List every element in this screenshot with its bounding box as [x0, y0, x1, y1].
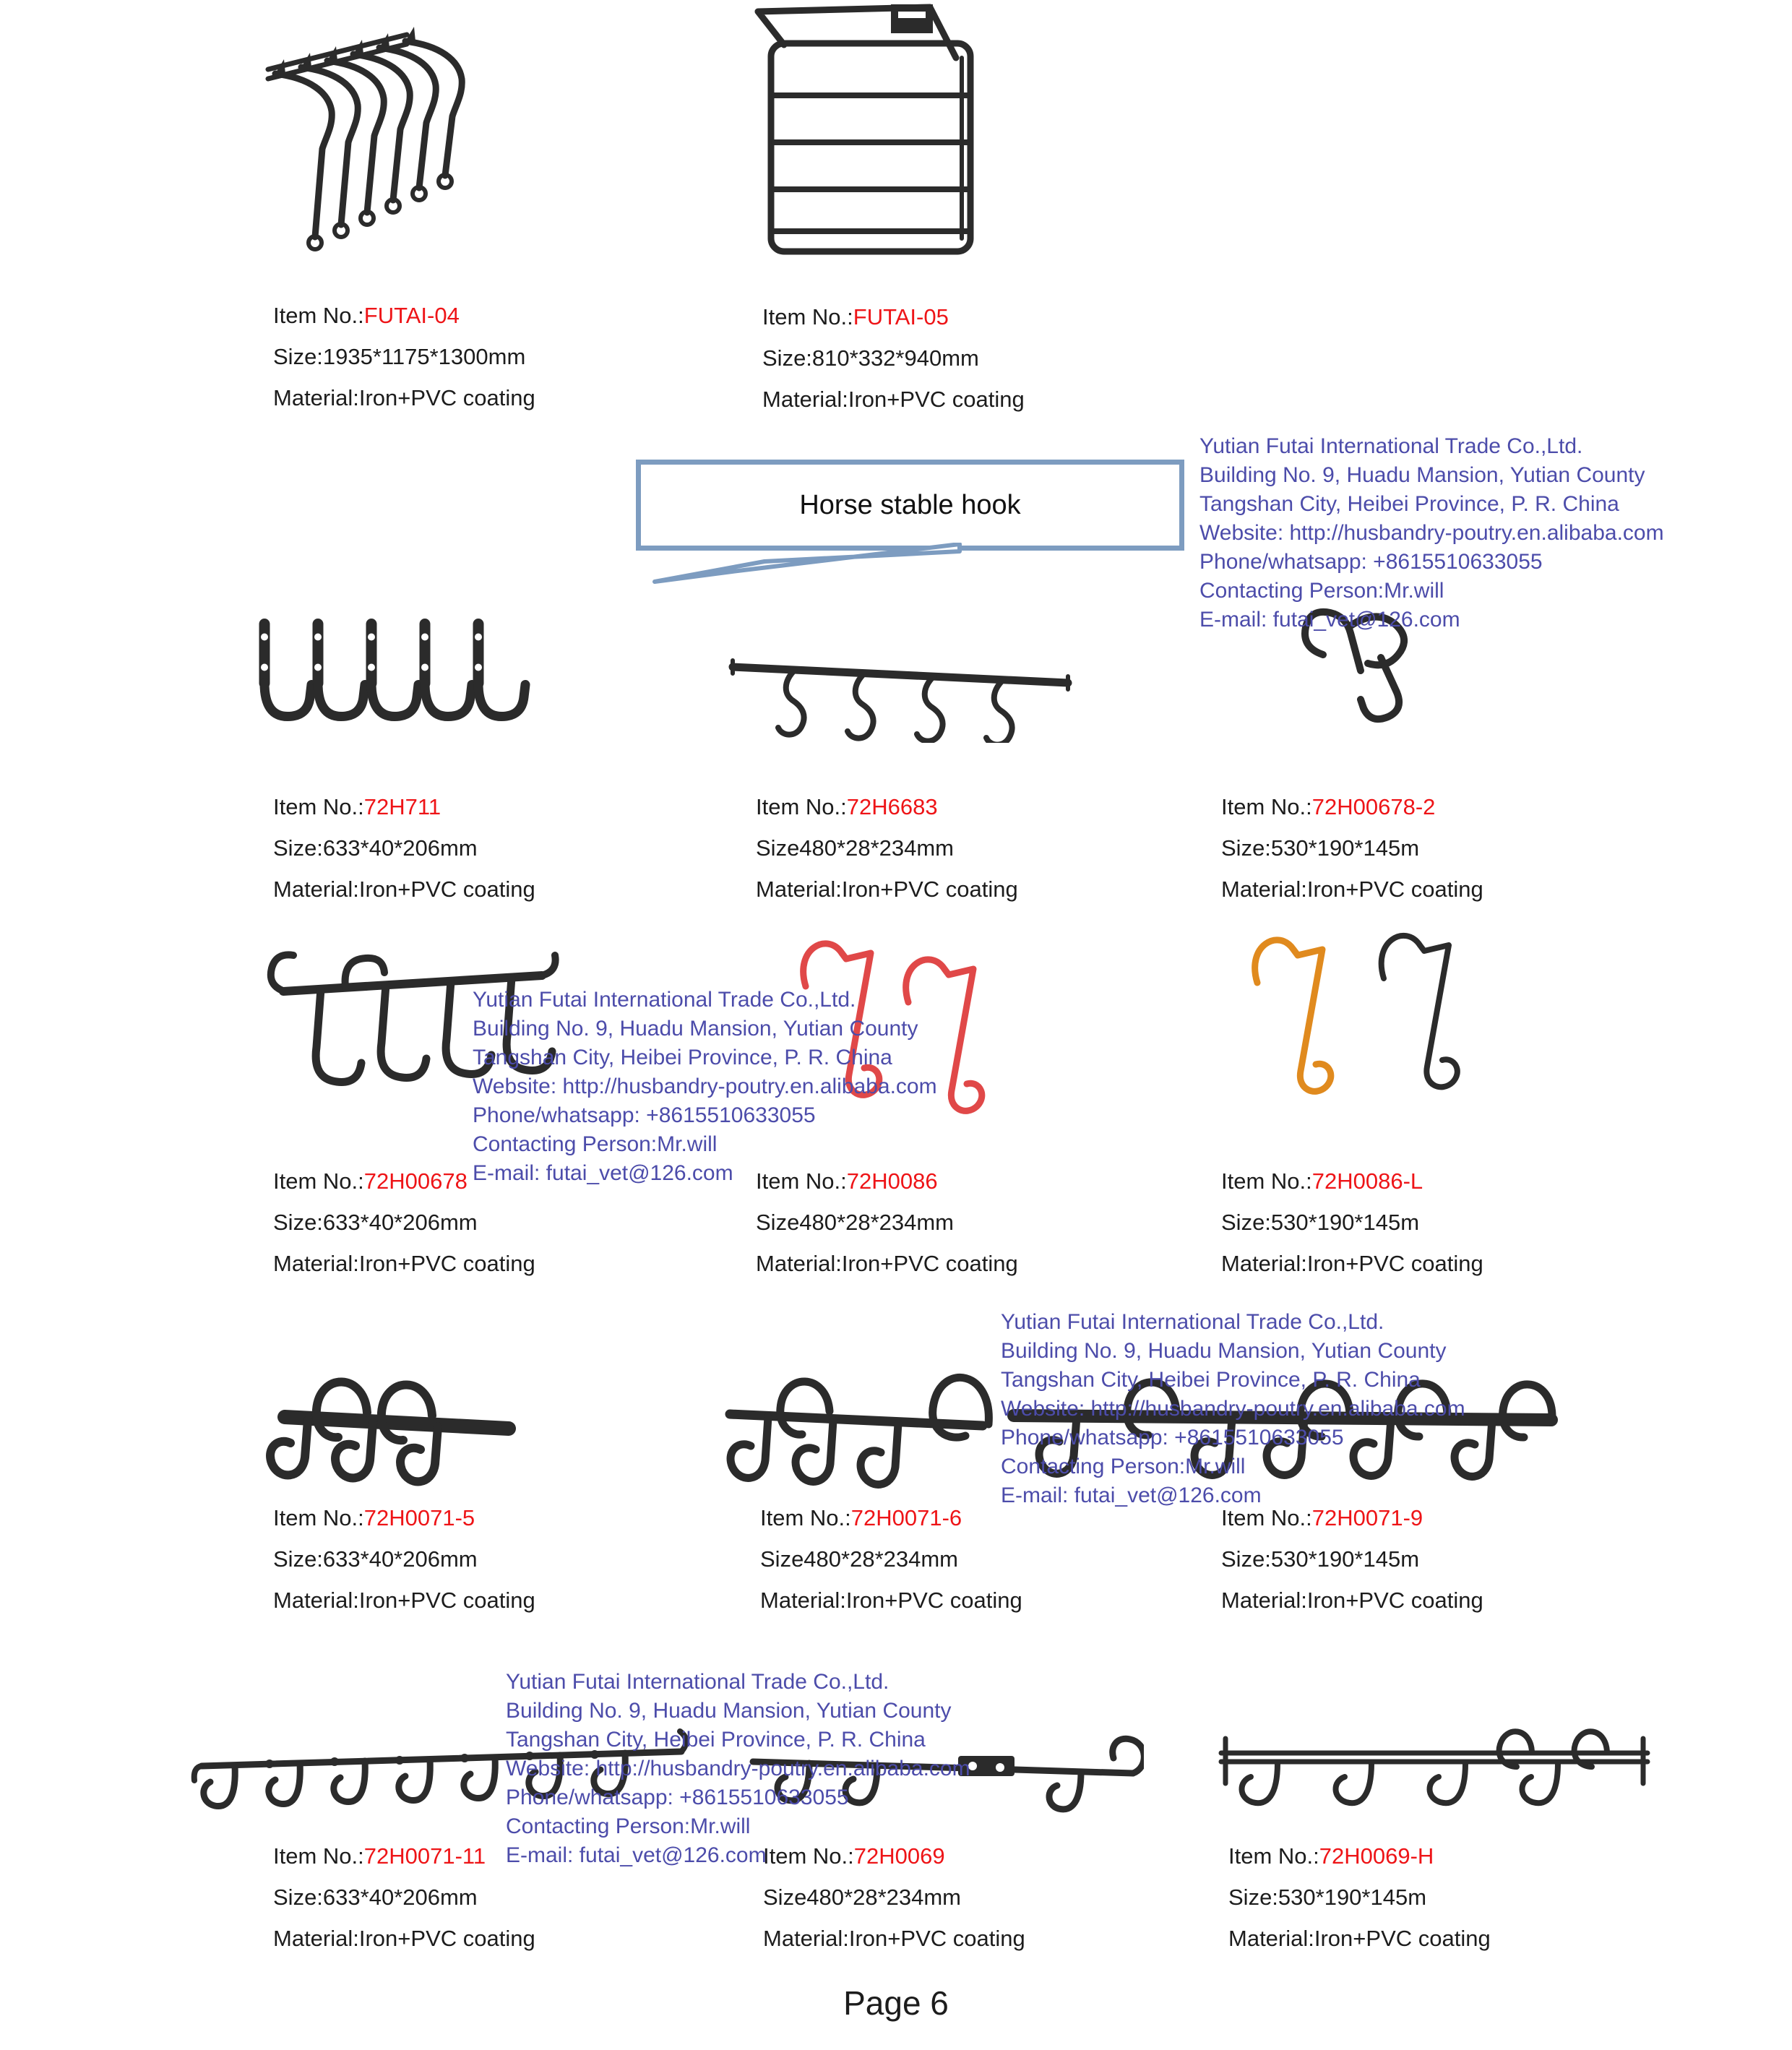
size-value: Size480*28*234mm	[760, 1546, 959, 1572]
material-value: Material:Iron+PVC coating	[1221, 877, 1483, 902]
company-line: Contacting Person:Mr.will	[506, 1814, 751, 1838]
size-value: Size:530*190*145m	[1221, 835, 1420, 861]
material-value: Material:Iron+PVC coating	[760, 1588, 1022, 1613]
company-line: Yutian Futai International Trade Co.,Ltd.	[1001, 1310, 1384, 1334]
material-value: Material:Iron+PVC coating	[1221, 1588, 1483, 1613]
item-no-line	[273, 295, 535, 336]
company-line: Building No. 9, Huadu Mansion, Yutian County	[1199, 463, 1645, 487]
size-value: Size:633*40*206mm	[273, 1885, 478, 1910]
item-no-line	[762, 296, 1025, 337]
company-watermark	[1199, 432, 1664, 634]
item-no-label: Item No.:	[273, 1843, 364, 1869]
item-no-label: Item No.:	[273, 1505, 364, 1530]
size-value: Size:810*332*940mm	[762, 345, 979, 371]
item-no-value: 72H0071-9	[1311, 1505, 1423, 1530]
item-no-value: 72H711	[363, 794, 441, 819]
company-watermark	[1001, 1308, 1465, 1510]
size-value: Size:633*40*206mm	[273, 1210, 478, 1235]
callout-horse-stable-hook	[636, 460, 1184, 551]
item-no-line	[1228, 1835, 1491, 1877]
size-value: Size:530*190*145m	[1228, 1885, 1427, 1910]
company-line: Contacting Person:Mr.will	[1001, 1455, 1246, 1478]
company-line: Website: http://husbandry-poutry.en.alibaba.com	[473, 1074, 937, 1098]
item-no-line	[1221, 786, 1483, 827]
product-info-72h0071-11	[273, 1835, 535, 1959]
company-line: Contacting Person:Mr.will	[1199, 579, 1444, 603]
product-info-72h0071-6	[760, 1497, 1022, 1621]
product-info-72h0071-9	[1221, 1497, 1483, 1621]
item-no-line	[273, 1497, 535, 1538]
product-info-futai-05	[762, 296, 1025, 420]
size-value: Size480*28*234mm	[756, 1210, 955, 1235]
item-no-value: FUTAI-05	[853, 304, 949, 330]
item-no-line	[760, 1497, 1022, 1538]
company-watermark	[506, 1668, 970, 1870]
product-image-72h0071-5	[244, 1339, 548, 1509]
company-line: Building No. 9, Huadu Mansion, Yutian County	[473, 1017, 918, 1041]
item-no-label: Item No.:	[1221, 1505, 1312, 1530]
company-line: Tangshan City, Heibei Province, P. R. China	[1199, 492, 1619, 516]
item-no-label: Item No.:	[1221, 794, 1312, 819]
item-no-label: Item No.:	[273, 303, 364, 328]
company-line: Building No. 9, Huadu Mansion, Yutian County	[1001, 1339, 1447, 1363]
page-number: Page 6	[843, 1984, 949, 2022]
product-image-72h0069-h	[1205, 1711, 1662, 1850]
item-no-value: 72H6683	[846, 794, 938, 819]
item-no-label: Item No.:	[1221, 1168, 1312, 1194]
product-info-72h0086-l	[1221, 1160, 1483, 1284]
company-line: Website: http://husbandry-poutry.en.alibaba.com	[506, 1757, 970, 1780]
item-no-value: 72H0086	[846, 1168, 938, 1194]
size-value: Size480*28*234mm	[763, 1885, 962, 1910]
item-no-line	[273, 1835, 535, 1877]
item-no-value: 72H0071-11	[363, 1843, 486, 1869]
item-no-label: Item No.:	[760, 1505, 851, 1530]
item-no-label: Item No.:	[763, 1843, 854, 1869]
company-line: Building No. 9, Huadu Mansion, Yutian County	[506, 1699, 952, 1723]
company-line: E-mail: futai_vet@126.com	[473, 1161, 733, 1185]
item-no-label: Item No.:	[756, 1168, 847, 1194]
company-line: Phone/whatsapp: +8615510633055	[1001, 1426, 1344, 1450]
size-value: Size480*28*234mm	[756, 835, 955, 861]
company-line: E-mail: futai_vet@126.com	[1199, 608, 1460, 632]
product-info-72h00678-2	[1221, 786, 1483, 910]
company-watermark	[473, 986, 937, 1188]
material-value: Material:Iron+PVC coating	[273, 877, 535, 902]
company-line: E-mail: futai_vet@126.com	[506, 1843, 767, 1867]
product-image-futai-05	[733, 0, 994, 269]
material-value: Material:Iron+PVC coating	[273, 385, 535, 410]
item-no-value: 72H0086-L	[1311, 1168, 1423, 1194]
company-line: Yutian Futai International Trade Co.,Ltd.	[1199, 434, 1583, 458]
item-no-label: Item No.:	[273, 794, 364, 819]
product-info-72h711	[273, 786, 535, 910]
material-value: Material:Iron+PVC coating	[756, 1251, 1018, 1276]
item-no-label: Item No.:	[273, 1168, 364, 1194]
company-line: Yutian Futai International Trade Co.,Ltd.	[473, 988, 856, 1012]
material-value: Material:Iron+PVC coating	[1228, 1926, 1491, 1951]
material-value: Material:Iron+PVC coating	[273, 1588, 535, 1613]
item-no-value: 72H00678-2	[1311, 794, 1436, 819]
company-line: Website: http://husbandry-poutry.en.alibaba.com	[1199, 521, 1664, 545]
company-line: Tangshan City, Heibei Province, P. R. China	[1001, 1368, 1421, 1392]
product-image-72h6683	[723, 640, 1078, 743]
size-value: Size:530*190*145m	[1221, 1210, 1420, 1235]
callout-label: Horse stable hook	[799, 489, 1021, 520]
item-no-value: 72H0069	[853, 1843, 945, 1869]
item-no-value: 72H0071-6	[850, 1505, 962, 1530]
company-line: Contacting Person:Mr.will	[473, 1132, 718, 1156]
item-no-value: FUTAI-04	[363, 303, 460, 328]
material-value: Material:Iron+PVC coating	[756, 877, 1018, 902]
product-info-72h6683	[756, 786, 1018, 910]
material-value: Material:Iron+PVC coating	[1221, 1251, 1483, 1276]
product-image-futai-04	[257, 7, 553, 260]
item-no-value: 72H0071-5	[363, 1505, 475, 1530]
material-value: Material:Iron+PVC coating	[273, 1926, 535, 1951]
company-line: Tangshan City, Heibei Province, P. R. China	[473, 1046, 892, 1069]
product-image-72h711	[244, 613, 533, 749]
item-no-value: 72H00678	[363, 1168, 468, 1194]
company-line: Phone/whatsapp: +8615510633055	[1199, 550, 1543, 574]
product-info-futai-04	[273, 295, 535, 418]
company-line: Yutian Futai International Trade Co.,Ltd.	[506, 1670, 889, 1694]
product-image-72h0086-l	[1212, 906, 1485, 1124]
item-no-line	[1221, 1160, 1483, 1202]
product-info-72h0071-5	[273, 1497, 535, 1621]
callout-tail	[649, 543, 967, 587]
company-line: E-mail: futai_vet@126.com	[1001, 1483, 1262, 1507]
size-value: Size:1935*1175*1300mm	[273, 344, 526, 369]
company-line: Phone/whatsapp: +8615510633055	[473, 1103, 816, 1127]
material-value: Material:Iron+PVC coating	[273, 1251, 535, 1276]
item-no-line	[273, 786, 535, 827]
size-value: Size:633*40*206mm	[273, 1546, 478, 1572]
item-no-label: Item No.:	[756, 794, 847, 819]
company-line: Website: http://husbandry-poutry.en.alibaba.com	[1001, 1397, 1465, 1421]
product-info-72h0069-h	[1228, 1835, 1491, 1959]
item-no-line	[756, 786, 1018, 827]
size-value: Size:530*190*145m	[1221, 1546, 1420, 1572]
item-no-label: Item No.:	[762, 304, 853, 330]
company-line: Phone/whatsapp: +8615510633055	[506, 1786, 849, 1809]
item-no-label: Item No.:	[1228, 1843, 1319, 1869]
size-value: Size:633*40*206mm	[273, 835, 478, 861]
material-value: Material:Iron+PVC coating	[762, 387, 1025, 412]
item-no-value: 72H0069-H	[1319, 1843, 1434, 1869]
material-value: Material:Iron+PVC coating	[763, 1926, 1025, 1951]
company-line: Tangshan City, Heibei Province, P. R. China	[506, 1728, 926, 1752]
